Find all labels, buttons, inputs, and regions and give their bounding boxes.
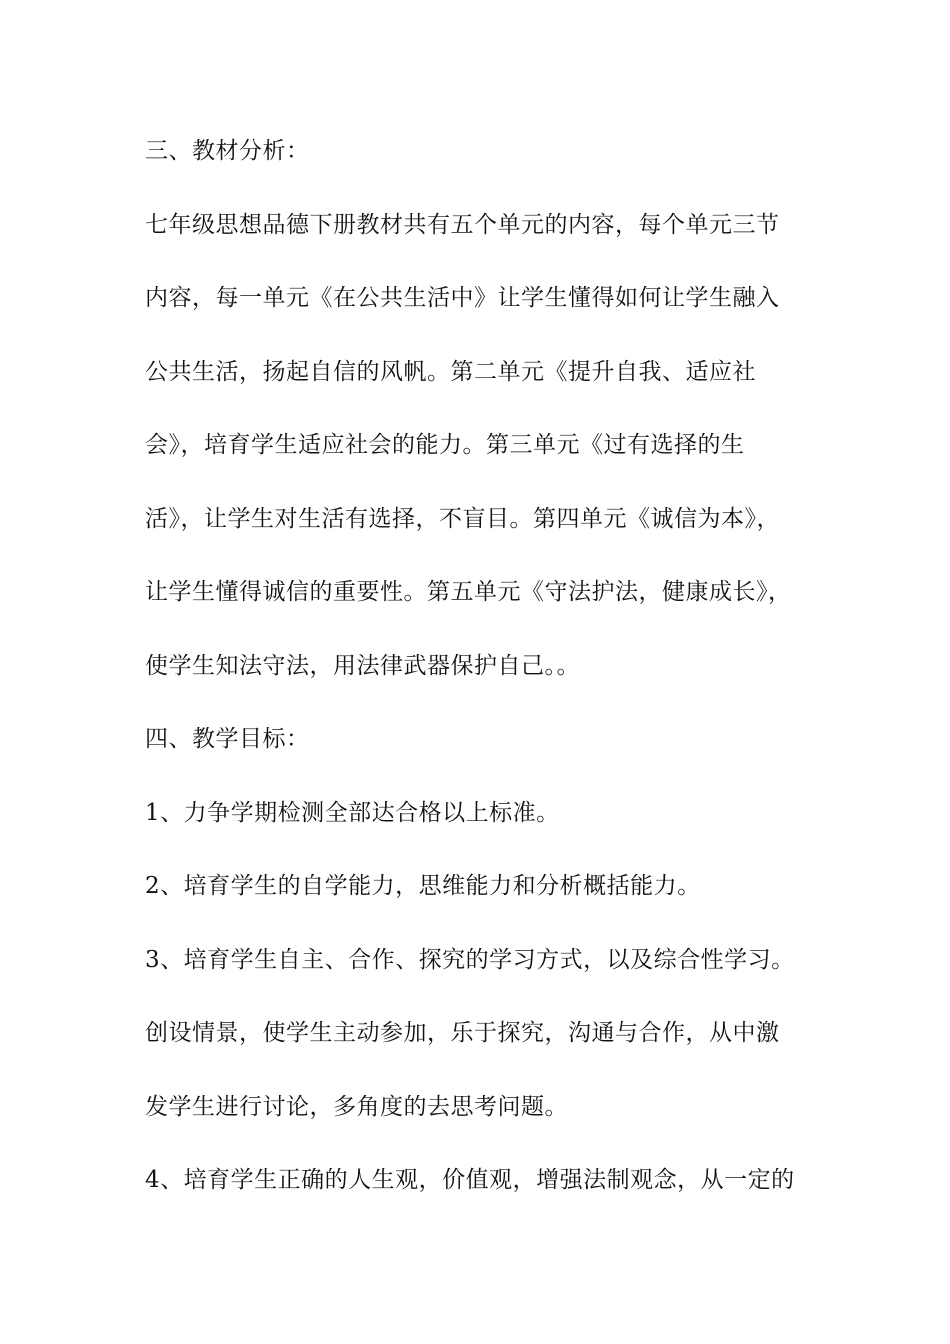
paragraph-line: 会》，培育学生适应社会的能力。第三单元《过有选择的生 [145,432,745,458]
document-body [145,120,825,1223]
paragraph-line: 发学生进行讨论，多角度的去思考问题。 [145,1093,568,1120]
goal-item-1: 1、力争学期检测全部达合格以上标准。 [145,799,560,826]
paragraph-line: 七年级思想品德下册教材共有五个单元的内容，每个单元三节 [145,211,780,238]
section-heading-teaching-goals: 四、教学目标： [145,726,310,752]
section-heading-textbook-analysis: 三、教材分析： [145,138,310,164]
paragraph-line: 内容，每一单元《在公共生活中》让学生懂得如何让学生融入 [145,285,780,311]
paragraph-line: 让学生懂得诚信的重要性。第五单元《守法护法，健康成长》， [145,579,792,605]
goal-item-4: 4、培育学生正确的人生观，价值观，增强法制观念，从一定的 [145,1167,795,1193]
goal-item-3: 3、培育学生自主、合作、探究的学习方式，以及综合性学习。 [145,946,795,973]
paragraph-line: 公共生活，扬起自信的风帆。第二单元《提升自我、适应社 [145,358,756,385]
paragraph-line: 活》，让学生对生活有选择，不盲目。第四单元《诚信为本》， [145,505,780,532]
goal-item-2: 2、培育学生的自学能力，思维能力和分析概括能力。 [145,873,701,899]
paragraph-line: 创设情景，使学生主动参加，乐于探究，沟通与合作，从中激 [145,1020,780,1046]
paragraph-line: 使学生知法守法，用法律武器保护自己。。 [145,652,580,679]
